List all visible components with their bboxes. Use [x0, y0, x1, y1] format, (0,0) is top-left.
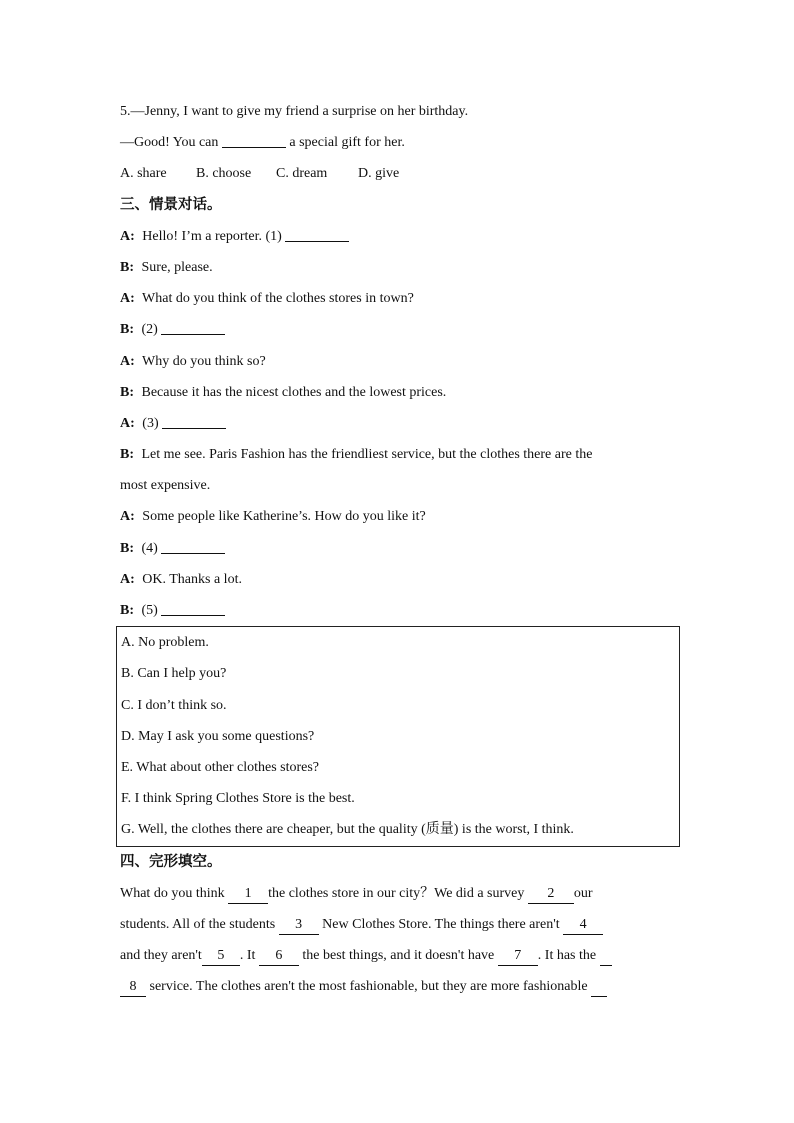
cloze-blank-8-start[interactable]	[600, 947, 612, 966]
dialog-line: A: Some people like Katherine’s. How do you like it?	[120, 509, 426, 525]
dialog-line: A: Why do you think so?	[120, 353, 266, 369]
dialog-blank-2[interactable]	[161, 319, 225, 335]
dialog-line: A: OK. Thanks a lot.	[120, 571, 242, 587]
choice-e[interactable]: E. What about other clothes stores?	[121, 759, 320, 775]
q5-stem: 5.—Jenny, I want to give my friend a surprise on her birthday.	[120, 104, 469, 119]
q5-option-d[interactable]: D. give	[358, 166, 400, 182]
dialog-blank-5[interactable]	[161, 600, 225, 616]
dialog-line: B: Sure, please.	[120, 259, 213, 275]
cloze-blank-3[interactable]: 3	[279, 916, 319, 935]
q5-option-c[interactable]: C. dream	[276, 166, 328, 182]
dialog-line: A: (3)	[120, 408, 690, 439]
dialog-blank-1[interactable]	[285, 226, 349, 242]
dialog-line: B: Let me see. Paris Fashion has the friendliest service, but the clothes there are the	[120, 447, 593, 463]
choice-b[interactable]: B. Can I help you?	[121, 666, 227, 682]
choices-box	[116, 626, 680, 846]
dialog-line: B: Because it has the nicest clothes and the lowest prices.	[120, 384, 447, 400]
cloze-line-4: 8 service. The clothes aren't the most fashionable, but they are more fashionable	[120, 971, 672, 1002]
cloze-blank-1[interactable]: 1	[228, 885, 268, 904]
choice-g[interactable]: G. Well, the clothes there are cheaper, but the quality (质量) is the worst, I think.	[121, 822, 574, 838]
cloze-line-2: students. All of the students 3 New Clothes Store. The things there aren't 4	[120, 909, 672, 940]
q5-option-a[interactable]: A. share	[120, 166, 167, 182]
dialog-line: A: Hello! I’m a reporter. (1)	[120, 221, 690, 252]
dialog-line-continued: most expensive.	[120, 478, 211, 494]
section4-title: 四、完形填空。	[120, 853, 222, 870]
dialog-line: B: (5)	[120, 595, 690, 626]
cloze-passage	[120, 878, 672, 1003]
q5-reply: —Good! You can a special gift for her.	[120, 127, 690, 158]
dialog-line: A: What do you think of the clothes stores in town?	[120, 291, 414, 307]
q5-answer-blank[interactable]	[222, 132, 286, 148]
cloze-blank-5[interactable]: 5	[202, 947, 240, 966]
cloze-blank-4[interactable]: 4	[563, 916, 603, 935]
dialog-line: B: (4)	[120, 533, 690, 564]
q5-options	[120, 158, 690, 189]
choice-c[interactable]: C. I don’t think so.	[121, 697, 227, 713]
dialog	[120, 221, 690, 626]
dialog-blank-4[interactable]	[161, 538, 225, 554]
dialog-line: B: (2)	[120, 314, 690, 345]
cloze-blank-8[interactable]: 8	[120, 978, 146, 997]
cloze-line-1: What do you think 1 the clothes store in our city？We did a survey 2 our	[120, 878, 672, 909]
choice-f[interactable]: F. I think Spring Clothes Store is the best.	[121, 791, 355, 807]
cloze-blank-9-start[interactable]	[591, 978, 607, 997]
dialog-blank-3[interactable]	[162, 413, 226, 429]
cloze-blank-2[interactable]: 2	[528, 885, 574, 904]
worksheet-page	[120, 96, 690, 1003]
section3-title: 三、情景对话。	[120, 196, 222, 213]
cloze-line-3: and they aren't 5 . It 6 the best things, and it doesn't have 7 . It has the	[120, 940, 672, 971]
choice-d[interactable]: D. May I ask you some questions?	[121, 728, 315, 744]
cloze-blank-6[interactable]: 6	[259, 947, 299, 966]
q5-option-b[interactable]: B. choose	[196, 166, 252, 182]
choice-a[interactable]: A. No problem.	[121, 635, 209, 651]
cloze-blank-7[interactable]: 7	[498, 947, 538, 966]
